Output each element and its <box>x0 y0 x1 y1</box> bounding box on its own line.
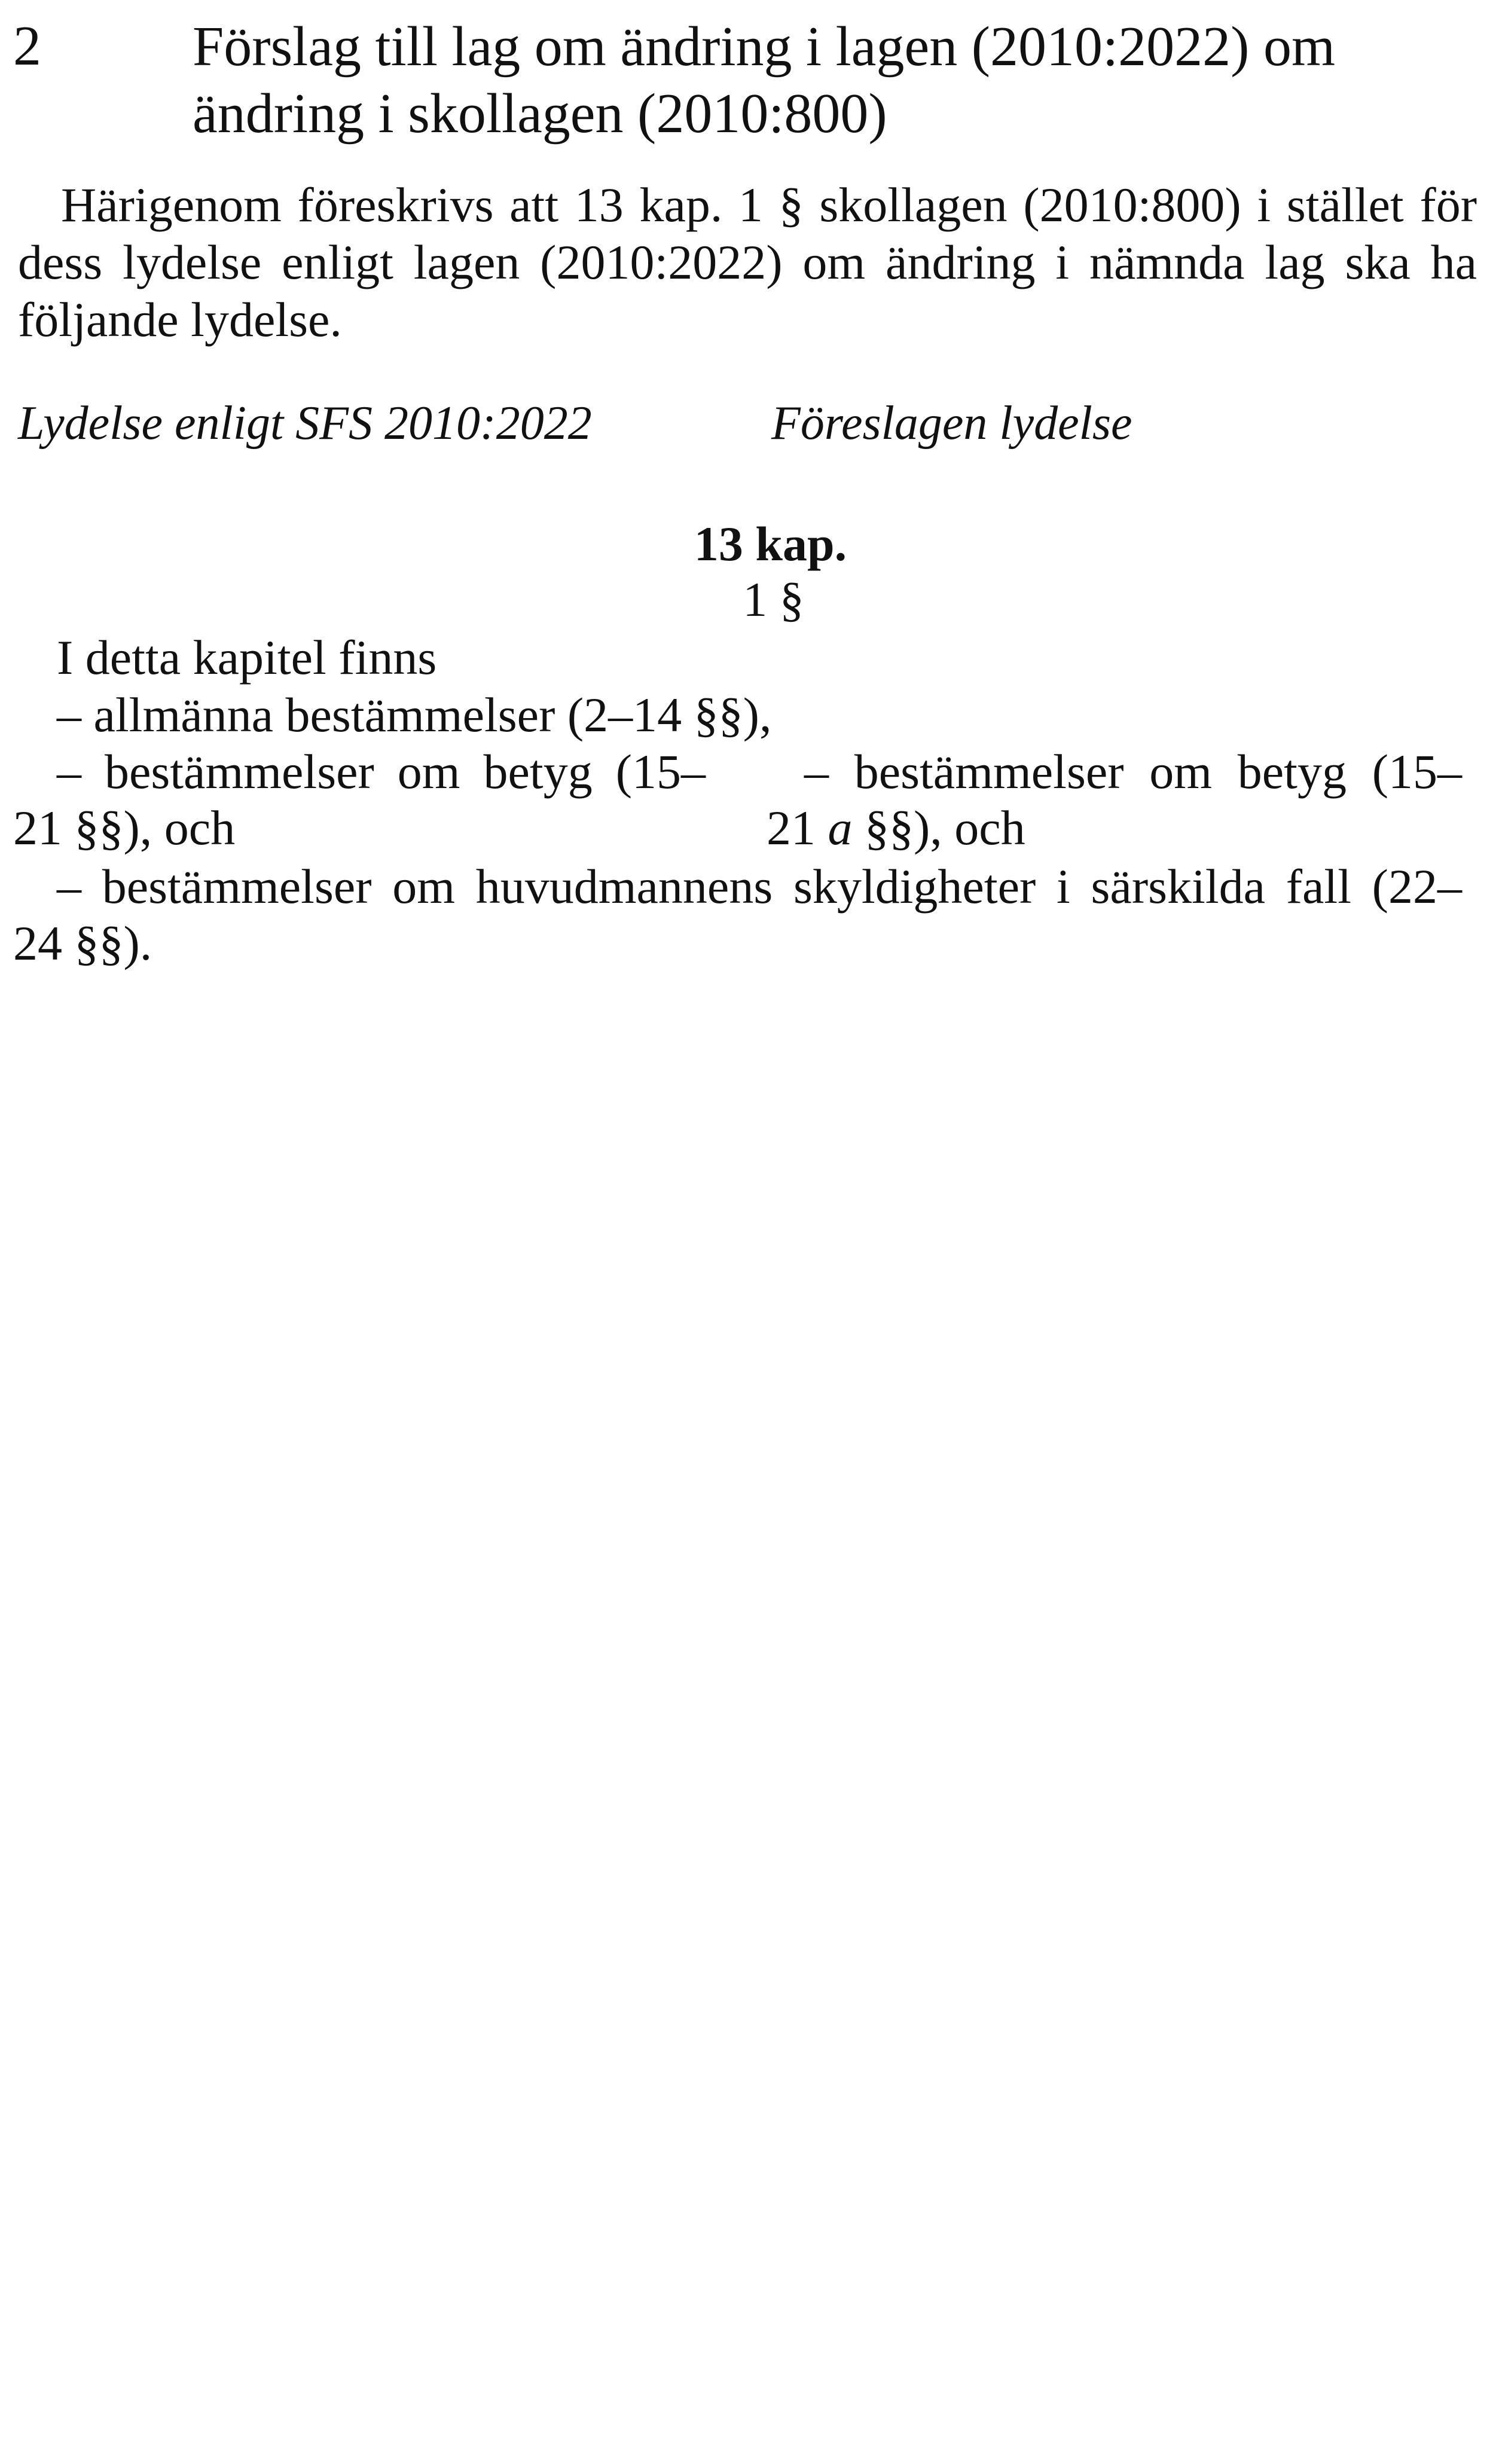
body-intro-line: I detta kapitel finns <box>57 630 437 685</box>
section-title-line-1: Förslag till lag om ändring i lagen (2010:2022) om <box>193 16 1336 78</box>
section-number: 2 <box>13 15 41 77</box>
right-item-suffix: §§), och <box>852 801 1025 855</box>
section-sign-label: 1 § <box>743 572 804 627</box>
right-item-grades-line-1: – bestämmelser om betyg (15– <box>804 744 1462 799</box>
list-item-general: – allmänna bestämmelser (2–14 §§), <box>57 688 772 742</box>
intro-line-2: dess lydelse enligt lagen (2010:2022) om ändring i nämnda lag ska ha <box>18 235 1477 289</box>
right-item-italic-letter: a <box>828 801 853 855</box>
left-item-grades-line-2: 21 §§), och <box>13 801 236 855</box>
section-title <box>193 13 1335 147</box>
section-title-line-2: ändring i skollagen (2010:800) <box>193 83 887 145</box>
list-item-duties-line-1: – bestämmelser om huvudmannens skyldigheter i särskilda fall (22– <box>57 859 1462 914</box>
column-header-current: Lydelse enligt SFS 2010:2022 <box>18 397 592 450</box>
intro-line-3: följande lydelse. <box>18 292 342 347</box>
chapter-heading <box>0 515 1499 573</box>
chapter-label: 13 kap. <box>694 517 847 571</box>
intro-line-1: Härigenom föreskrivs att 13 kap. 1 § skollagen (2010:800) i stället för <box>61 178 1477 232</box>
right-item-prefix: 21 <box>767 801 828 855</box>
intro-paragraph <box>18 176 1477 349</box>
right-item-grades-line-2 <box>767 799 1025 857</box>
section-sign <box>0 571 1499 628</box>
column-header-proposed: Föreslagen lydelse <box>771 397 1132 450</box>
list-item-duties-line-2: 24 §§). <box>13 916 152 970</box>
left-item-grades-line-1: – bestämmelser om betyg (15– <box>57 744 706 799</box>
